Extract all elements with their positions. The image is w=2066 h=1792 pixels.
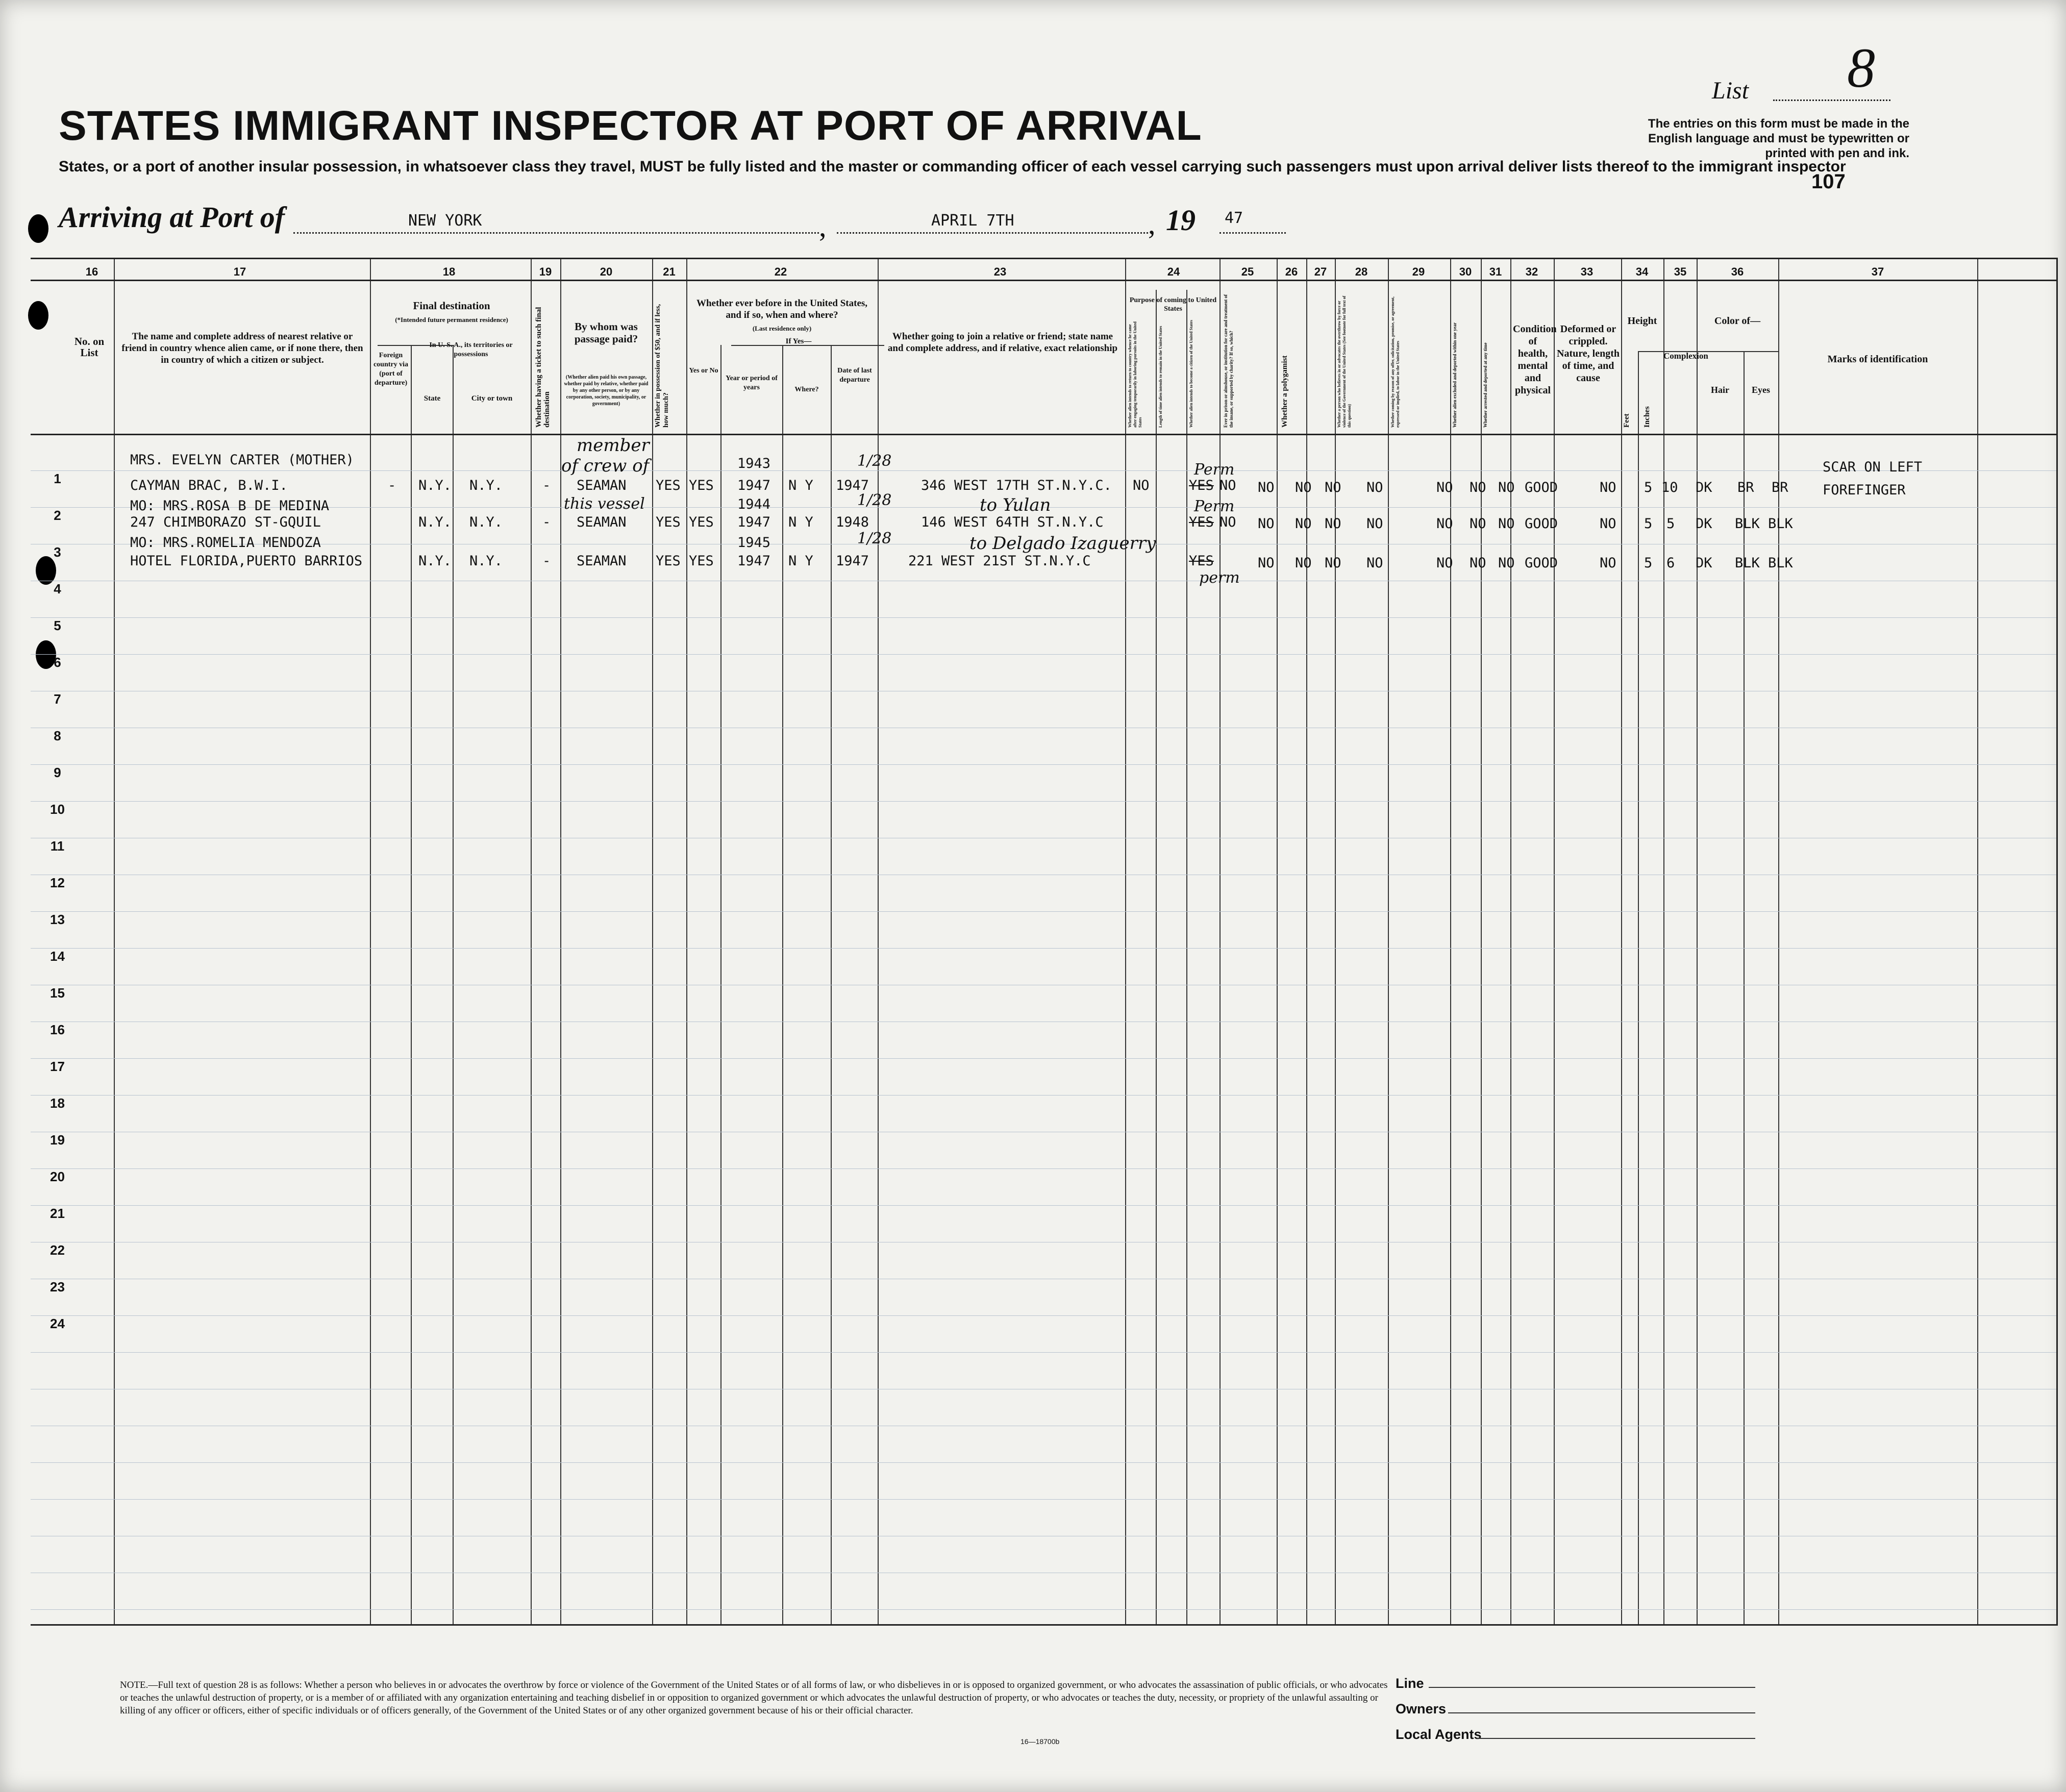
entry-state: N.Y. bbox=[418, 553, 452, 569]
col-number: 17 bbox=[233, 265, 246, 278]
row-number: 22 bbox=[50, 1242, 65, 1258]
col-divider bbox=[1481, 259, 1482, 1624]
entry-arrested: NO bbox=[1498, 516, 1515, 532]
col-divider bbox=[1388, 259, 1389, 1624]
entry-foreign: - bbox=[388, 478, 396, 493]
entry-anarchist: NO bbox=[1366, 555, 1383, 571]
header-before-us: Whether ever before in the United States, and if so, when and where? bbox=[696, 298, 868, 320]
col-number: 19 bbox=[539, 265, 552, 278]
header-date-last-departure: Date of last departure bbox=[837, 367, 872, 384]
entry-deformed: NO bbox=[1600, 516, 1616, 532]
header-final-destination: Final destination bbox=[413, 300, 490, 312]
entry-departure: 1947 bbox=[836, 478, 869, 493]
col-number: 32 bbox=[1525, 265, 1538, 278]
entry-feet: 5 bbox=[1644, 480, 1653, 495]
entry-feet: 5 bbox=[1644, 555, 1653, 571]
row-rule bbox=[31, 1352, 2056, 1353]
col-number: 25 bbox=[1241, 265, 1254, 278]
entry-prison: NO bbox=[1258, 480, 1275, 495]
entry-paid: SEAMAN bbox=[577, 514, 627, 530]
header-purpose: Purpose of coming to United States bbox=[1129, 296, 1217, 313]
col-divider bbox=[1510, 259, 1511, 1624]
entry-city: N.Y. bbox=[469, 553, 503, 569]
entry-inches: 6 bbox=[1666, 555, 1675, 571]
entry-deformed: NO bbox=[1600, 480, 1616, 495]
header-if-yes: If Yes— bbox=[785, 337, 812, 345]
entry-col27: NO bbox=[1325, 480, 1341, 495]
row-number: 16 bbox=[50, 1022, 65, 1037]
entry-feet: 5 bbox=[1644, 516, 1653, 532]
entry-inches: 5 bbox=[1666, 516, 1675, 532]
list-number: 8 bbox=[1847, 37, 1875, 99]
entry-polygamist: NO bbox=[1295, 480, 1312, 495]
entry-relative-address: 247 CHIMBORAZO ST-GQUIL bbox=[130, 514, 321, 530]
row-number: 12 bbox=[50, 875, 65, 890]
entry-where: N Y bbox=[788, 514, 813, 530]
col-divider bbox=[370, 259, 371, 1624]
entry-years: 1943 bbox=[737, 456, 771, 471]
header-health: Condition of health, mental and physical bbox=[1513, 323, 1557, 396]
footnote: NOTE.—Full text of question 28 is as follows: Whether a person who believes in or advocates the overthrow by force or violence of the Government of the United States or of all forms of law, or who disbelieves in or is opposed to organized government, or who advocates the assassination of public officials, or who advocates or teaches the unlawful destruction of property, or is a member of or affiliated with any organization entertaining and teaching disbelief in or opposition to organized government or which advocates the unlawful destruction of property, or who advocates or teaches the duty, necessity, or propriety of the unlawful assaulting or killing of any officer or officers, either of specific individuals or of officers generally, of the Government of the United States or of any other organized government because of his or their official character. bbox=[120, 1680, 1388, 1716]
agents-label: Local Agents bbox=[1396, 1727, 1482, 1742]
row-number: 21 bbox=[50, 1206, 65, 1221]
entry-relative: MRS. EVELYN CARTER (MOTHER) bbox=[130, 452, 354, 468]
line-label: Line bbox=[1396, 1676, 1424, 1691]
row-number: 17 bbox=[50, 1059, 65, 1074]
entry-ticket: - bbox=[542, 514, 551, 530]
handwritten-perm: perm bbox=[1199, 569, 1240, 587]
row-number: 24 bbox=[50, 1316, 65, 1331]
col-divider bbox=[686, 259, 687, 1624]
entry-complexion: DK bbox=[1696, 480, 1712, 495]
row-number: 13 bbox=[50, 912, 65, 927]
entry-purpose-b: YES bbox=[1189, 514, 1214, 530]
col-divider bbox=[1638, 351, 1639, 1624]
handwritten-date: 1/28 bbox=[857, 530, 892, 547]
entry-excluded: NO bbox=[1470, 555, 1486, 571]
entry-money: YES bbox=[656, 553, 681, 569]
row-rule bbox=[31, 764, 2056, 765]
entry-col27: NO bbox=[1325, 516, 1341, 532]
entry-contract: NO bbox=[1436, 516, 1453, 532]
entry-anarchist: NO bbox=[1366, 480, 1383, 495]
header-feet: Feet bbox=[1623, 413, 1631, 428]
col-divider bbox=[1977, 259, 1978, 1624]
entry-health: GOOD bbox=[1525, 480, 1558, 495]
entry-eyes: BLK bbox=[1768, 516, 1793, 532]
entry-join: 146 WEST 64TH ST.N.Y.C bbox=[921, 514, 1104, 530]
entry-money: YES bbox=[656, 514, 681, 530]
entry-relative-address: CAYMAN BRAC, B.W.I. bbox=[130, 478, 288, 493]
list-label: List bbox=[1712, 77, 1749, 104]
entry-hair: BR bbox=[1737, 480, 1754, 495]
entry-years: 1947 bbox=[737, 478, 771, 493]
year-prefix: 19 bbox=[1166, 204, 1196, 237]
col-divider bbox=[1697, 259, 1698, 1624]
header-purpose-a: Whether alien intends to return to country whence he came after engaging temporarily in laboring pursuits in the United States bbox=[1128, 321, 1142, 428]
entry-complexion: DK bbox=[1696, 555, 1712, 571]
entry-years: 1944 bbox=[737, 496, 771, 512]
col-divider bbox=[1125, 259, 1126, 1624]
entry-relative: MO: MRS.ROMELIA MENDOZA bbox=[130, 535, 321, 551]
header-before-us-note: (Last residence only) bbox=[752, 325, 812, 332]
header-contract: Whether coming by reason of any offer, solicitation, promise, or agreement, expressed or implied, to labor in the United States bbox=[1390, 296, 1400, 428]
col-number: 21 bbox=[663, 265, 676, 278]
handwritten-note: member bbox=[577, 435, 650, 456]
arriving-label: Arriving at Port of bbox=[59, 201, 285, 234]
row-number: 15 bbox=[50, 985, 65, 1001]
entry-anarchist: NO bbox=[1366, 516, 1383, 532]
manifest-table bbox=[31, 258, 2058, 1626]
header-deformed: Deformed or crippled. Nature, length of time, and cause bbox=[1557, 323, 1620, 384]
col-number: 31 bbox=[1489, 265, 1502, 278]
header-joining-relative: Whether going to join a relative or friend; state name and complete address, and if relative, exact relationship bbox=[887, 331, 1118, 354]
entry-health: GOOD bbox=[1525, 516, 1558, 532]
handwritten-join: to Delgado Izaguerry bbox=[969, 533, 1156, 554]
sub-divider bbox=[1697, 351, 1778, 352]
entry-years: 1945 bbox=[737, 535, 771, 551]
col-number: 24 bbox=[1167, 265, 1180, 278]
row-number: 2 bbox=[54, 508, 61, 523]
col-divider bbox=[1156, 290, 1157, 1624]
owners-label: Owners bbox=[1396, 1701, 1447, 1716]
handwritten-date: 1/28 bbox=[857, 491, 892, 509]
row-number: 4 bbox=[54, 581, 61, 596]
col-number: 33 bbox=[1580, 265, 1594, 278]
entry-relative-address: HOTEL FLORIDA,PUERTO BARRIOS bbox=[130, 553, 363, 569]
entry-marks: SCAR ON LEFT bbox=[1823, 459, 1923, 475]
row-rule bbox=[31, 801, 2056, 802]
header-foreign-country: Foreign country via (port of departure) bbox=[373, 352, 409, 387]
entry-complexion: DK bbox=[1696, 516, 1712, 532]
row-number: 9 bbox=[54, 765, 61, 780]
col-number: 27 bbox=[1314, 265, 1327, 278]
header-final-destination-note: (*Intended future permanent residence) bbox=[395, 316, 508, 323]
header-city: City or town bbox=[471, 394, 513, 403]
entry-yesno: YES bbox=[689, 514, 714, 530]
row-number: 14 bbox=[50, 949, 65, 964]
row-number: 3 bbox=[54, 544, 61, 560]
header-in-usa: In U. S. A., its territories or possessions bbox=[429, 341, 513, 358]
col-divider bbox=[652, 259, 653, 1624]
entry-prison: NO bbox=[1258, 555, 1275, 571]
entry-departure: 1947 bbox=[836, 553, 869, 569]
entry-hair: BLK bbox=[1735, 555, 1760, 571]
form-number: 16—18700b bbox=[1020, 1737, 1060, 1746]
entry-purpose-a: NO bbox=[1133, 478, 1150, 493]
row-number: 18 bbox=[50, 1096, 65, 1111]
header-state: State bbox=[424, 394, 441, 403]
entry-purpose-b: YES bbox=[1189, 553, 1214, 569]
row-rule bbox=[31, 911, 2056, 912]
header-anarchist: Whether a person who believes in or advocates the overthrow by force or violence of the Government of the United States (See footnote for full text of this question) bbox=[1337, 295, 1352, 428]
handwritten-note: of crew of bbox=[561, 456, 650, 476]
header-no-on-list: No. on List bbox=[74, 335, 105, 359]
col-divider bbox=[1554, 259, 1555, 1624]
col-number: 29 bbox=[1412, 265, 1425, 278]
entry-paid: SEAMAN bbox=[577, 478, 627, 493]
form-subtitle: States, or a port of another insular possession, in whatsoever class they travel, MUST be fully listed and the master or commanding officer of each vessel carrying such passengers must upon arrival deliver lists thereof to the immigrant inspector bbox=[59, 158, 1846, 175]
row-number: 1 bbox=[54, 471, 61, 486]
port-line bbox=[293, 232, 819, 234]
date-value: APRIL 7TH bbox=[931, 212, 1014, 230]
col-divider bbox=[1663, 259, 1664, 1624]
row-number: 19 bbox=[50, 1132, 65, 1148]
header-prison: Ever in prison or almshouse, or institution for care and treatment of the insane, or supported by charity? If so, which? bbox=[1223, 294, 1234, 428]
entry-money: YES bbox=[656, 478, 681, 493]
header-hair: Hair bbox=[1711, 385, 1729, 395]
header-bottom bbox=[31, 434, 2056, 435]
col-divider bbox=[1277, 259, 1278, 1624]
agents-field bbox=[1477, 1738, 1755, 1739]
header-passage-paid: By whom was passage paid? bbox=[574, 320, 638, 345]
row-rule bbox=[31, 1609, 2056, 1610]
entry-purpose-c: NO bbox=[1219, 478, 1236, 493]
col-number: 37 bbox=[1871, 265, 1884, 278]
entry-years: 1947 bbox=[737, 553, 771, 569]
handwritten-join: to Yulan bbox=[980, 495, 1051, 515]
header-ticket: Whether having a ticket to such final destination bbox=[535, 307, 551, 428]
entry-purpose-c: NO bbox=[1219, 514, 1236, 530]
header-year-period: Year or period of years bbox=[726, 375, 778, 391]
col-divider bbox=[531, 259, 532, 1624]
col-number: 18 bbox=[442, 265, 456, 278]
entry-where: N Y bbox=[788, 553, 813, 569]
port-value: NEW YORK bbox=[408, 212, 482, 230]
col-divider bbox=[1450, 259, 1451, 1624]
entry-join: 346 WEST 17TH ST.N.Y.C. bbox=[921, 478, 1112, 493]
header-inches: Inches bbox=[1643, 406, 1651, 428]
row-rule bbox=[31, 1168, 2056, 1169]
entry-marks: FOREFINGER bbox=[1823, 482, 1906, 498]
line-field bbox=[1429, 1687, 1755, 1688]
entry-join: 221 WEST 21ST ST.N.Y.C bbox=[908, 553, 1091, 569]
entry-col27: NO bbox=[1325, 555, 1341, 571]
entry-contract: NO bbox=[1436, 480, 1453, 495]
col-divider bbox=[1621, 259, 1622, 1624]
row-number: 23 bbox=[50, 1279, 65, 1295]
entry-yesno: YES bbox=[689, 553, 714, 569]
header-complexion: Complexion bbox=[1663, 351, 1708, 361]
col-number: 23 bbox=[993, 265, 1007, 278]
col-number: 28 bbox=[1355, 265, 1368, 278]
header-excluded: Whether alien excluded and deported within one year bbox=[1452, 322, 1457, 428]
table-bottom bbox=[31, 1624, 2056, 1626]
handwritten-perm: Perm bbox=[1194, 497, 1235, 515]
entry-prison: NO bbox=[1258, 516, 1275, 532]
entry-departure: 1948 bbox=[836, 514, 869, 530]
year-suffix: 47 bbox=[1225, 209, 1243, 227]
header-height: Height bbox=[1627, 315, 1657, 327]
entry-contract: NO bbox=[1436, 555, 1453, 571]
entry-years: 1947 bbox=[737, 514, 771, 530]
row-rule bbox=[31, 1315, 2056, 1316]
col-divider bbox=[1306, 259, 1307, 1624]
row-number: 6 bbox=[54, 655, 61, 670]
handwritten-note: this vessel bbox=[564, 495, 645, 513]
row-rule bbox=[31, 1205, 2056, 1206]
col-number: 20 bbox=[600, 265, 613, 278]
comma: , bbox=[1148, 207, 1156, 240]
entry-health: GOOD bbox=[1525, 555, 1558, 571]
col-divider bbox=[1335, 259, 1336, 1624]
entry-arrested: NO bbox=[1498, 555, 1515, 571]
row-number: 10 bbox=[50, 802, 65, 817]
col-divider bbox=[114, 259, 115, 1624]
entry-yesno: YES bbox=[689, 478, 714, 493]
header-passage-note: (Whether alien paid his own passage, whether paid by relative, whether paid by any other person, or by any corporation, society, municipality, or government) bbox=[564, 375, 649, 407]
entry-ticket: - bbox=[542, 553, 551, 569]
col-number: 35 bbox=[1674, 265, 1687, 278]
col-divider bbox=[1778, 259, 1779, 1624]
row-rule bbox=[31, 1462, 2056, 1463]
year-line bbox=[1219, 232, 1286, 234]
entry-state: N.Y. bbox=[418, 478, 452, 493]
header-purpose-b: Length of time alien intends to remain in the United States bbox=[1158, 326, 1163, 428]
header-arrested: Whether arrested and deported at any time bbox=[1483, 342, 1488, 428]
row-number: 5 bbox=[54, 618, 61, 633]
handwritten-date: 1/28 bbox=[857, 452, 892, 470]
entry-ticket: - bbox=[542, 478, 551, 493]
row-rule bbox=[31, 470, 2056, 471]
entry-purpose-b: YES bbox=[1189, 478, 1214, 493]
col-number: 16 bbox=[85, 265, 98, 278]
entry-excluded: NO bbox=[1470, 516, 1486, 532]
entry-eyes: BR bbox=[1772, 480, 1788, 495]
col-number: 26 bbox=[1285, 265, 1298, 278]
row-rule bbox=[31, 1499, 2056, 1500]
comma: , bbox=[819, 210, 827, 243]
entry-deformed: NO bbox=[1600, 555, 1616, 571]
header-divider bbox=[31, 280, 2056, 281]
col-number: 36 bbox=[1731, 265, 1744, 278]
header-marks: Marks of identification bbox=[1827, 354, 1928, 365]
entry-excluded: NO bbox=[1470, 480, 1486, 495]
entry-paid: SEAMAN bbox=[577, 553, 627, 569]
entry-city: N.Y. bbox=[469, 514, 503, 530]
row-number: 11 bbox=[50, 838, 65, 854]
date-line bbox=[837, 232, 1148, 234]
col-number: 30 bbox=[1459, 265, 1472, 278]
col-divider bbox=[1744, 351, 1745, 1624]
entry-inches: 10 bbox=[1661, 480, 1678, 495]
row-rule bbox=[31, 654, 2056, 655]
row-number: 20 bbox=[50, 1169, 65, 1184]
entry-eyes: BLK bbox=[1768, 555, 1793, 571]
row-rule bbox=[31, 617, 2056, 618]
entry-relative: MO: MRS.ROSA B DE MEDINA bbox=[130, 498, 330, 514]
col-divider bbox=[1186, 290, 1187, 1624]
col-number: 34 bbox=[1635, 265, 1649, 278]
page-number: 107 bbox=[1811, 170, 1846, 193]
col-number: 22 bbox=[774, 265, 787, 278]
header-eyes: Eyes bbox=[1752, 385, 1770, 395]
entry-polygamist: NO bbox=[1295, 555, 1312, 571]
entry-hair: BLK bbox=[1735, 516, 1760, 532]
owners-field bbox=[1448, 1712, 1755, 1713]
header-purpose-c: Whether alien intends to become a citizen of the United States bbox=[1189, 320, 1193, 428]
entry-where: N Y bbox=[788, 478, 813, 493]
row-rule bbox=[31, 948, 2056, 949]
header-yes-no: Yes or No bbox=[689, 367, 718, 375]
header-money: Whether in possession of $50, and if less, how much? bbox=[654, 304, 670, 428]
header-relative-address: The name and complete address of nearest relative or friend in country whence alien came, or if none there, then in country of which a citizen or subject. bbox=[121, 331, 363, 365]
row-rule bbox=[31, 1058, 2056, 1059]
entry-state: N.Y. bbox=[418, 514, 452, 530]
header-polygamist: Whether a polygamist bbox=[1281, 355, 1289, 428]
header-color-of: Color of— bbox=[1714, 315, 1761, 327]
entry-polygamist: NO bbox=[1295, 516, 1312, 532]
handwritten-perm: Perm bbox=[1194, 461, 1235, 479]
row-number: 7 bbox=[54, 691, 61, 707]
entry-city: N.Y. bbox=[469, 478, 503, 493]
form-title: STATES IMMIGRANT INSPECTOR AT PORT OF ARRIVAL bbox=[59, 103, 1202, 149]
row-number: 8 bbox=[54, 728, 61, 743]
header-where: Where? bbox=[794, 386, 819, 393]
row-rule bbox=[31, 1095, 2056, 1096]
entry-arrested: NO bbox=[1498, 480, 1515, 495]
form-notice: The entries on this form must be made in the English language and must be typewritten or printed with pen and ink. bbox=[1648, 117, 1909, 160]
